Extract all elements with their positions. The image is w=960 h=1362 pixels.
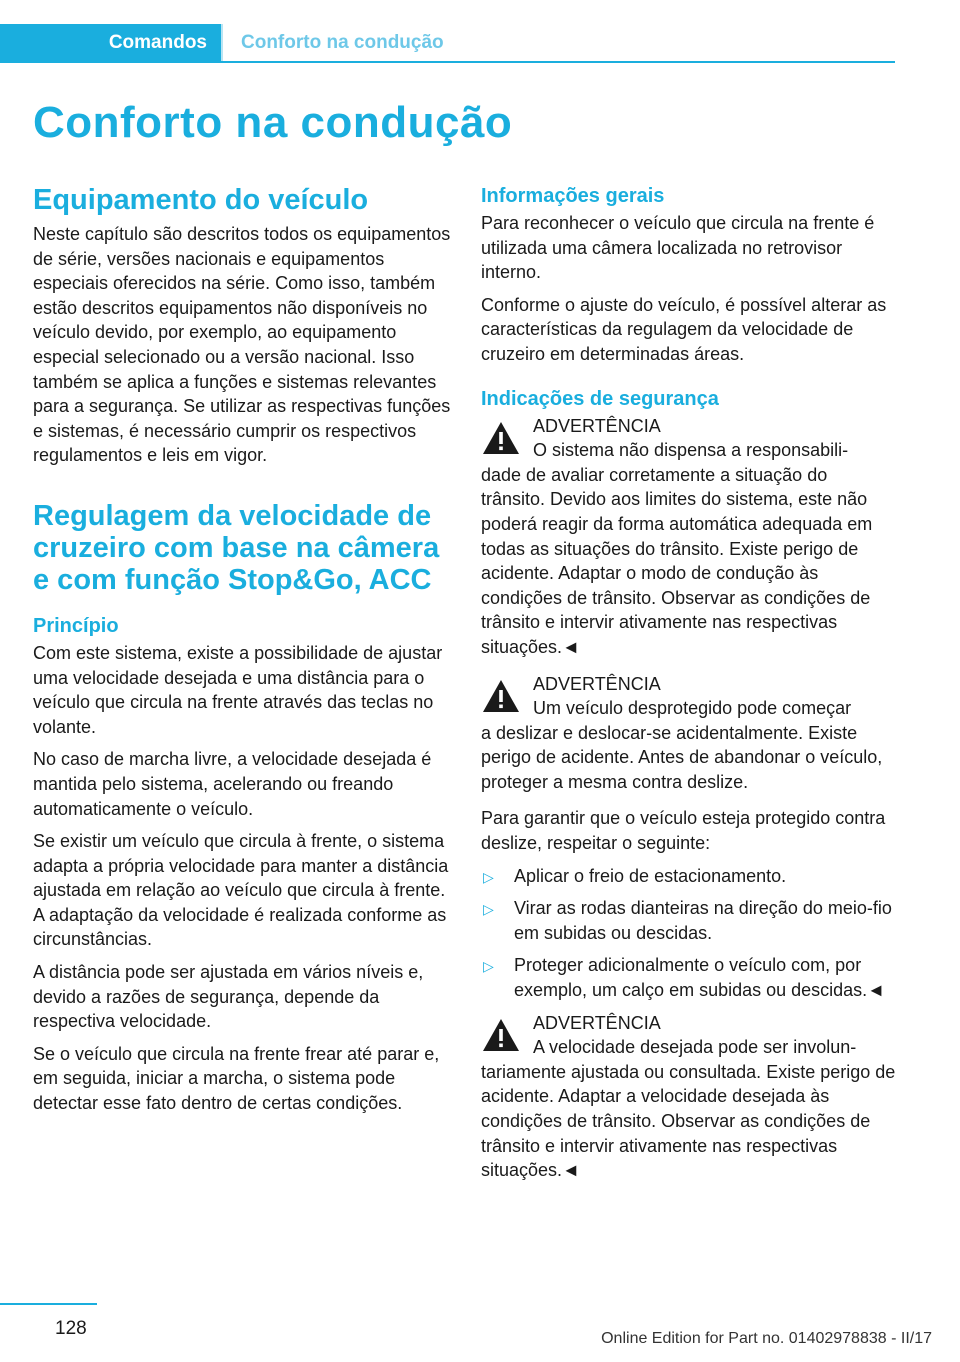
paragraph-info-1: Para reconhecer o veículo que circula na frente é utilizada uma câmera localizada no retrovisor interno. — [481, 213, 875, 283]
tab-divider — [221, 24, 223, 62]
paragraph-principio-5: Se o veículo que circula na frente frear até parar e, em seguida, iniciar a marcha, o sistema pode detectar esse fato dentro de certas condições. — [33, 1043, 440, 1114]
header-rule — [0, 61, 895, 63]
list-item — [481, 953, 896, 1002]
paragraph-garantir: Para garantir que o veículo esteja protegido contra deslize, respeitar o seguinte: — [481, 808, 886, 854]
paragraph-principio-3: Se existir um veículo que circula à frente, o sistema adapta a própria velocidade para manter a distância ajustada em relação ao veículo que circula à frente. A adaptação da velocidade é realizada conforme as circunstâncias. — [33, 831, 449, 950]
list-item-text: Aplicar o freio de estacionamento. — [514, 865, 787, 886]
warning-title: ADVERTÊNCIA — [533, 415, 661, 436]
triangle-bullet-icon: ▷ — [483, 868, 494, 885]
heading-equipamento: Equipamento do veículo — [33, 184, 369, 216]
subsection-tab-label: Conforto na condução — [241, 32, 444, 53]
warning-text: a deslizar e deslocar-se acidentalmente. Existe perigo de acidente. Antes de abandonar o veículo, proteger a mesma contra deslize. — [481, 722, 883, 792]
warning-text-first-line: A velocidade desejada pode ser involun- — [533, 1037, 857, 1058]
warning-block-3 — [481, 1011, 896, 1183]
triangle-bullet-icon: ▷ — [483, 901, 494, 918]
warning-text-first-line: O sistema não dispensa a responsabili- — [533, 440, 849, 461]
warning-text-first-line: Um veículo desprotegido pode começar — [533, 698, 852, 719]
warning-block-2 — [481, 672, 896, 795]
list-item-text: Virar as rodas dianteiras na direção do meio-fio em subidas ou descidas. — [514, 898, 892, 943]
list-item — [481, 896, 896, 945]
warning-triangle-icon — [481, 420, 521, 456]
paragraph-principio-1: Com este sistema, existe a possibilidade de ajustar uma velocidade desejada e uma distância para o veículo que circula na frente através das teclas no volante. — [33, 642, 443, 737]
list-item-text: Proteger adicionalmente o veículo com, por exemplo, um calço em subidas ou descidas.◄ — [514, 955, 885, 1001]
warning-title: ADVERTÊNCIA — [533, 1012, 661, 1033]
paragraph-principio-2: No caso de marcha livre, a velocidade desejada é mantida pelo sistema, acelerando ou freando automaticamente o veículo. — [33, 749, 432, 819]
section-tab-label: Comandos — [108, 32, 207, 53]
paragraph-principio-4: A distância pode ser ajustada em vários níveis e, devido a razões de segurança, depende da respectiva velocidade. — [33, 962, 424, 1032]
list-item — [481, 864, 896, 889]
heading-seguranca: Indicações de segurança — [481, 387, 719, 410]
paragraph-info-2: Conforme o ajuste do veículo, é possível alterar as características da regulagem da velocidade de cruzeiro em determinadas áreas. — [481, 294, 887, 364]
page-number: 128 — [55, 1318, 87, 1339]
warning-title: ADVERTÊNCIA — [533, 673, 661, 694]
warning-triangle-icon — [481, 678, 521, 714]
page-title: Conforto na condução — [33, 98, 513, 147]
footer-rule — [0, 1303, 97, 1305]
heading-informacoes: Informações gerais — [481, 185, 665, 207]
warning-text: dade de avaliar corretamente a situação do trânsito. Devido aos limites do sistema, este não poderá reagir da forma automática adequada em todas as situações do trânsito. Existe perigo de acidente. Adaptar o modo de condução às condições de trânsito. Observar as condições de trânsito e intervir ativamente nas respectivas situações.◄ — [481, 464, 873, 657]
right-column — [481, 184, 896, 1195]
section-tab[interactable] — [0, 24, 221, 62]
bullet-list — [481, 864, 896, 1003]
triangle-bullet-icon: ▷ — [483, 958, 494, 975]
warning-triangle-icon — [481, 1017, 521, 1053]
paragraph-equipamento: Neste capítulo são descritos todos os equipamentos de série, versões nacionais e equipamentos especiais oferecidos na série. Como isso, também estão descritos equipamentos não disponíveis no veículo devido, por exemplo, ao equipamento especial selecionado ou a versão nacional. Isso também se aplica a funções e sistemas relevantes para a segurança. Se utilizar as respectivas funções e sistemas, é necessário cumprir os respectivos regulamentos e leis em vigor. — [33, 224, 451, 466]
warning-text: tariamente ajustada ou consultada. Existe perigo de acidente. Adaptar a velocidade desejada às condições de trânsito. Observar as condições de trânsito e intervir ativamente nas respectivas situações.◄ — [481, 1061, 896, 1181]
heading-acc: Regulagem da velocidade de cruzeiro com base na câmera e com função Stop&Go, ACC — [33, 499, 440, 596]
warning-block-1 — [481, 414, 896, 660]
left-column — [33, 184, 451, 1124]
heading-principio: Princípio — [33, 614, 119, 637]
footer-edition: Online Edition for Part no. 01402978838 - II/17 — [601, 1330, 932, 1347]
subsection-tab[interactable] — [241, 24, 444, 62]
